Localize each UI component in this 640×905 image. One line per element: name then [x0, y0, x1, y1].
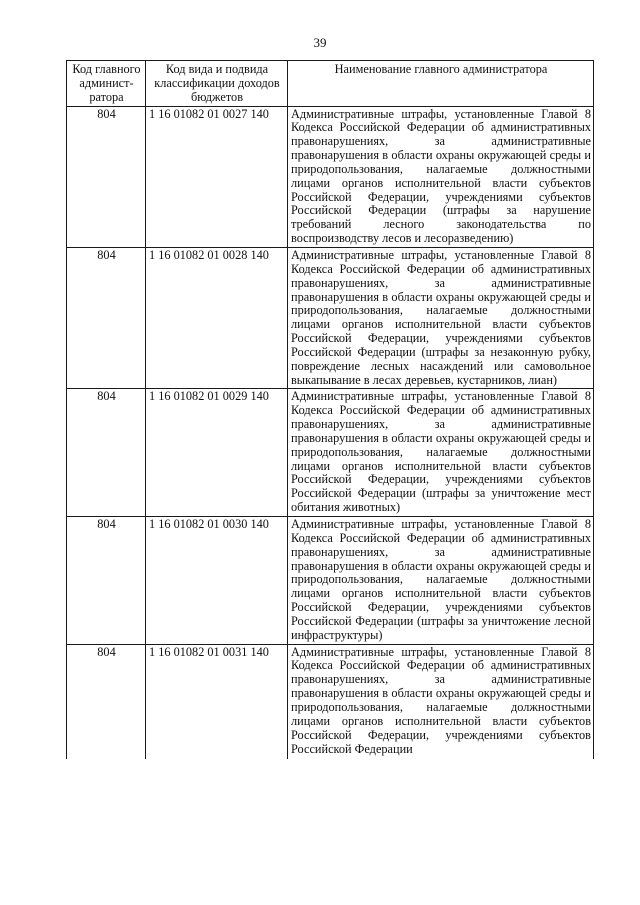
revenue-administrators-table	[66, 60, 594, 759]
cell-admin-code: 804	[67, 106, 146, 247]
header-admin-name: Наименование главного администратора	[288, 61, 594, 107]
cell-revenue-code: 1 16 01082 01 0029 140	[146, 389, 288, 517]
cell-revenue-code: 1 16 01082 01 0030 140	[146, 517, 288, 645]
cell-admin-name: Административные штрафы, установленные Главой 8 Кодекса Российской Федерации об административных правонарушениях, за административные правонарушения в области охраны окружающей среды и природопользования, налагаемые должностными лицами органов исполнительной власти субъектов Российской Федерации, учреждениями субъектов Российской Федерации (штрафы за незаконную рубку, повреждение лесных насаждений или самовольное выкапывание в лесах деревьев, кустарников, лиан)	[288, 247, 594, 388]
cell-admin-name: Административные штрафы, установленные Главой 8 Кодекса Российской Федерации об административных правонарушениях, за административные правонарушения в области охраны окружающей среды и природопользования, налагаемые должностными лицами органов исполнительной власти субъектов Российской Федерации, учреждениями субъектов Российской Федерации (штрафы за нарушение требований лесного законодательства по воспроизводству лесов и лесоразведению)	[288, 106, 594, 247]
cell-revenue-code: 1 16 01082 01 0027 140	[146, 106, 288, 247]
cell-revenue-code: 1 16 01082 01 0028 140	[146, 247, 288, 388]
header-admin-code: Код главного админист-ратора	[67, 61, 146, 107]
table-row	[67, 247, 594, 388]
table-header-row	[67, 61, 594, 107]
cell-admin-name	[288, 644, 594, 759]
page-number: 39	[313, 35, 327, 50]
cell-admin-code: 804	[67, 247, 146, 388]
cell-admin-name: Административные штрафы, установленные Главой 8 Кодекса Российской Федерации об административных правонарушениях, за административные правонарушения в области охраны окружающей среды и природопользования, налагаемые должностными лицами органов исполнительной власти субъектов Российской Федерации, учреждениями субъектов Российской Федерации (штрафы за уничтожение лесной инфраструктуры)	[288, 517, 594, 645]
cell-admin-code: 804	[67, 389, 146, 517]
cell-revenue-code: 1 16 01082 01 0031 140	[146, 644, 288, 759]
table-row	[67, 517, 594, 645]
table-row	[67, 389, 594, 517]
header-revenue-code: Код вида и подвида классификации доходов бюджетов	[146, 61, 288, 107]
cell-admin-code: 804	[67, 644, 146, 759]
table-row	[67, 644, 594, 759]
cell-admin-code: 804	[67, 517, 146, 645]
cell-admin-name: Административные штрафы, установленные Главой 8 Кодекса Российской Федерации об административных правонарушениях, за административные правонарушения в области охраны окружающей среды и природопользования, налагаемые должностными лицами органов исполнительной власти субъектов Российской Федерации, учреждениями субъектов Российской Федерации (штрафы за уничтожение мест обитания животных)	[288, 389, 594, 517]
table-row	[67, 106, 594, 247]
cell-admin-name-text: Административные штрафы, установленные Главой 8 Кодекса Российской Федерации об административных правонарушениях, за административные правонарушения в области охраны окружающей среды и природопользования, налагаемые должностными лицами органов исполнительной власти субъектов Российской Федерации, учреждениями субъектов Российской Федерации	[291, 645, 591, 756]
